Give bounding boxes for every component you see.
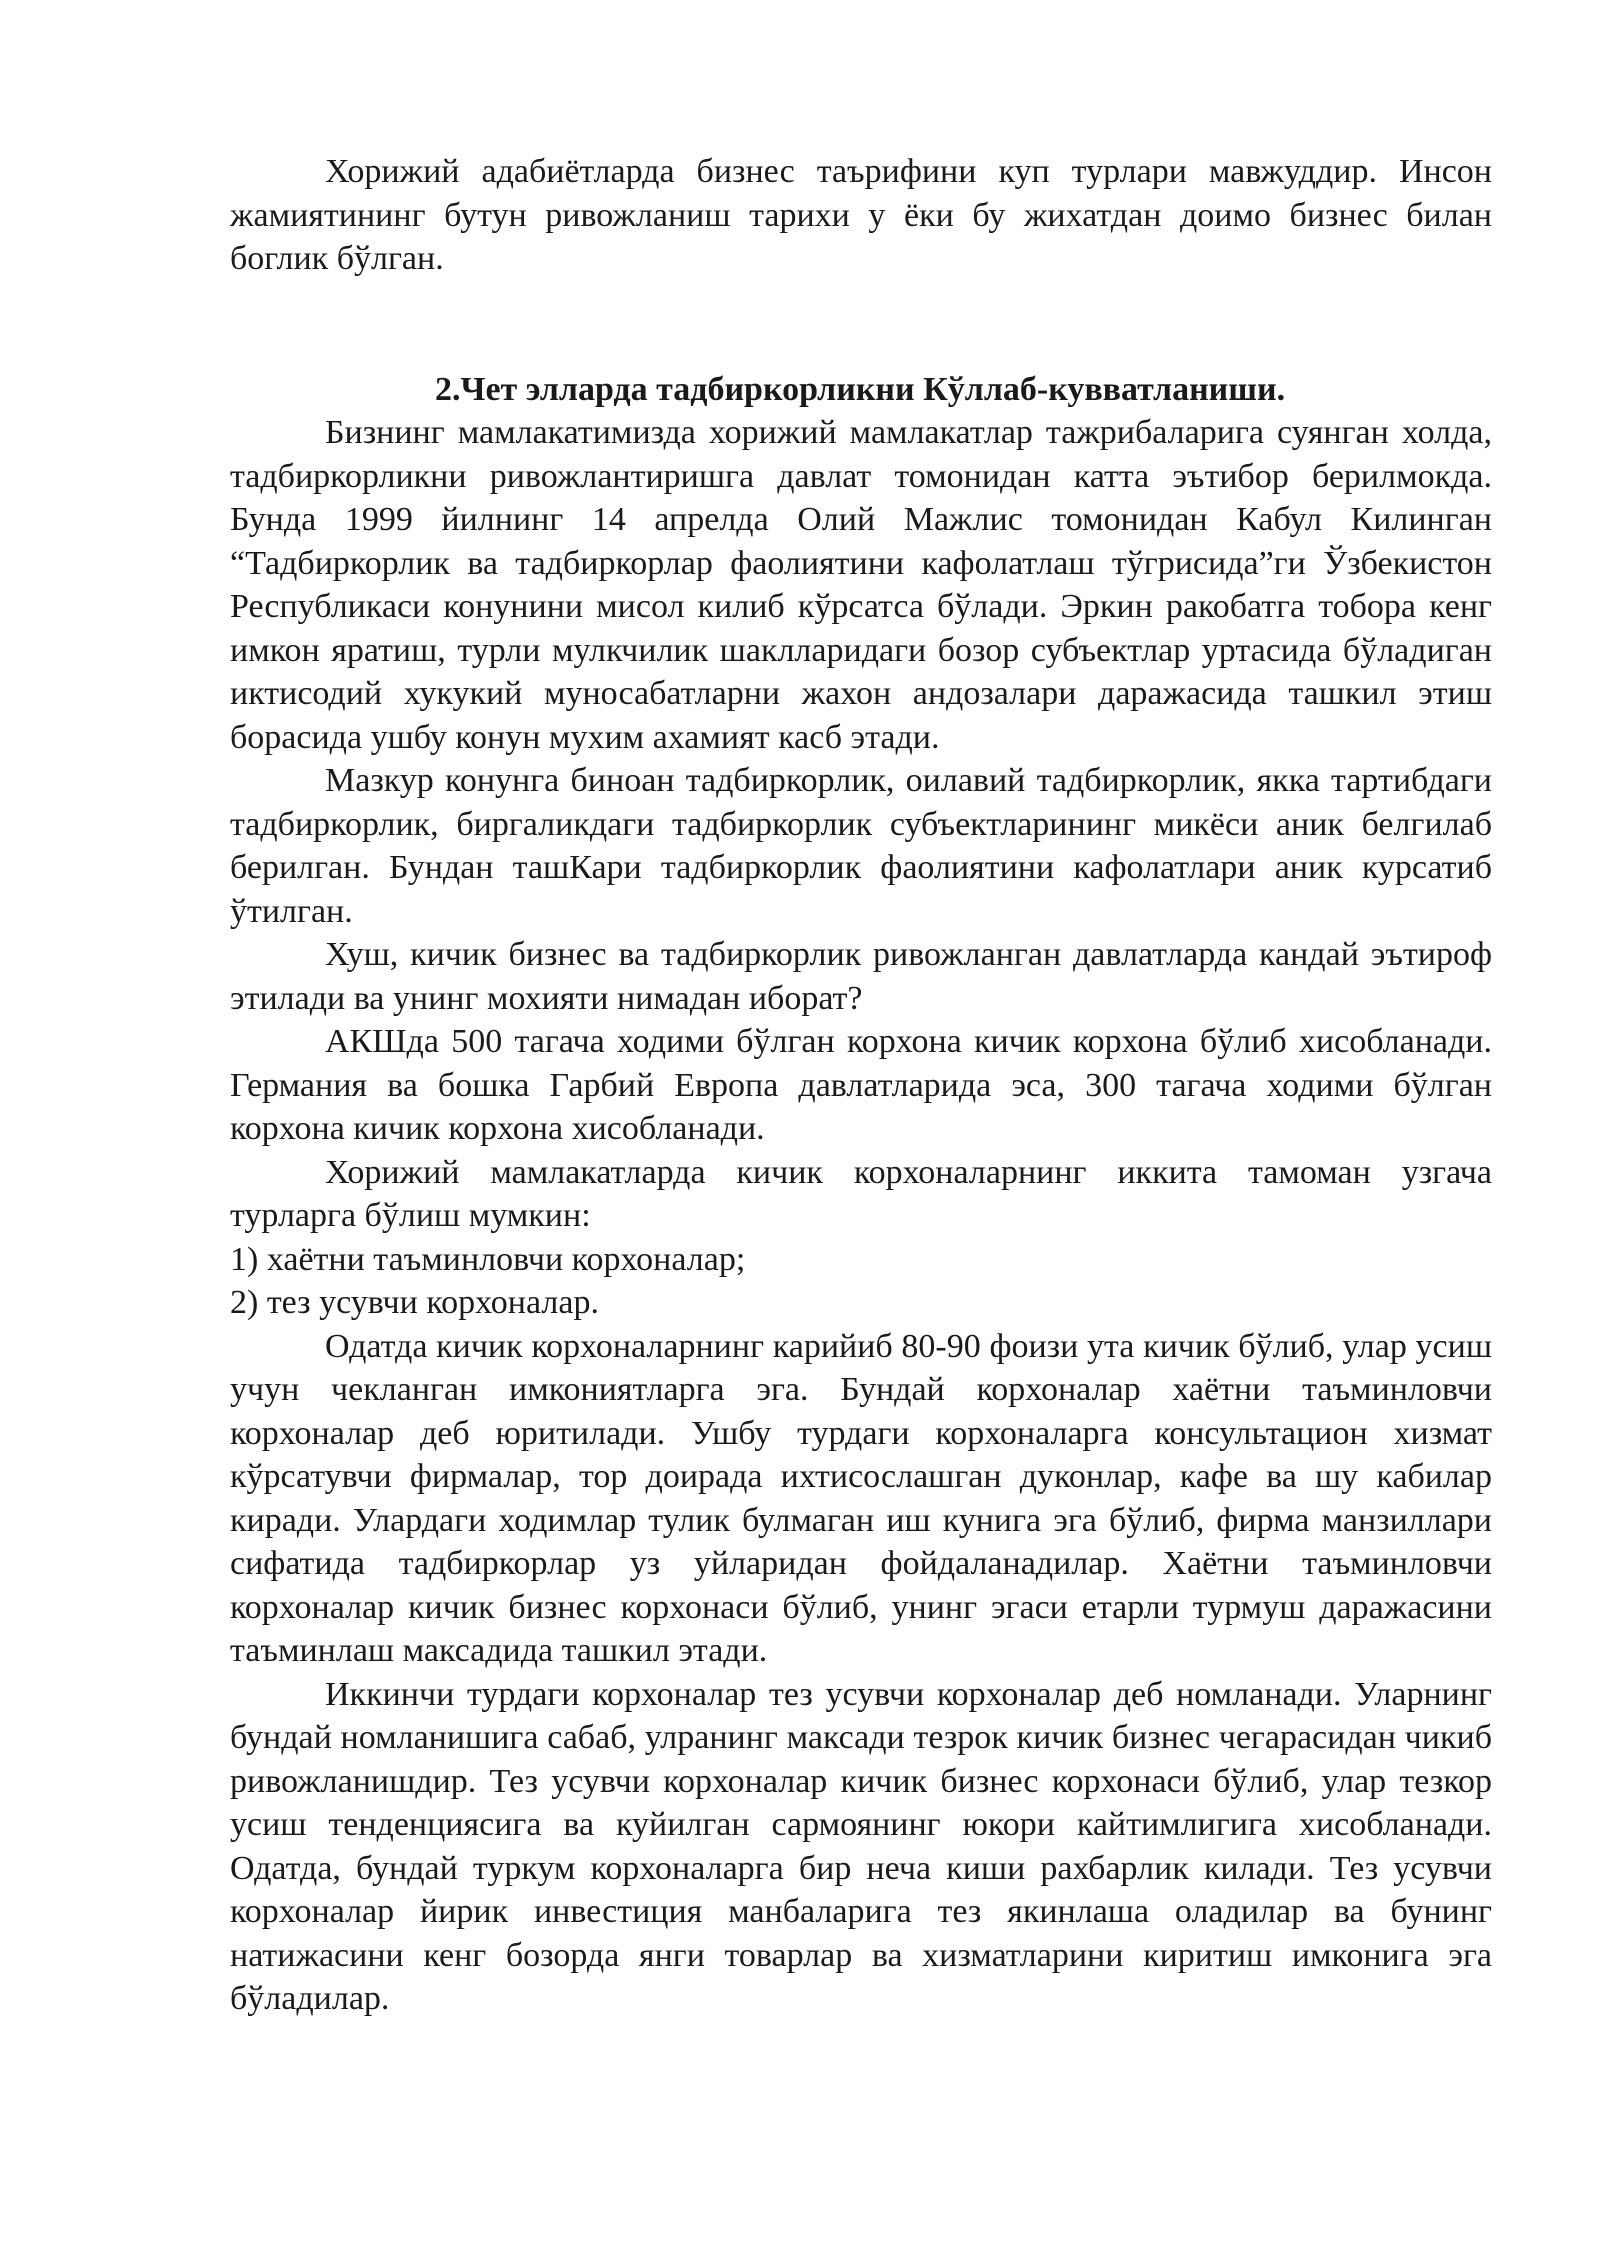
- intro-paragraph: Хорижий адабиётларда бизнес таърифини куп турлари мавжуддир. Инсон жамиятининг бутун ривожланиш тарихи у ёки бу жихатдан доимо бизнес билан боглик бўлган.: [230, 153, 1492, 277]
- section-spacer: [230, 281, 1492, 368]
- body-paragraph: Бизнинг мамлакатимизда хорижий мамлакатлар тажрибаларига суянган холда, тадбиркорликни ривожлантиришга давлат томонидан катта эътибор берилмокда. Бунда 1999 йилнинг 14 апрелда Олий Мажлис томонидан Кабул Килинган “Тадбиркорлик ва тадбиркорлар фаолиятини кафолатлаш тўгрисида”ги Ўзбекистон Республикаси конунини мисол килиб кўрсатса бўлади. Эркин ракобатга тобора кенг имкон яратиш, турли мулкчилик шаклларидаги бозор субъектлар уртасида бўладиган иктисодий хукукий муносабатларни жахон андозалари даражасида ташкил этиш борасида ушбу конун мухим ахамият касб этади.: [230, 414, 1492, 756]
- body-paragraph: Хуш, кичик бизнес ва тадбиркорлик ривожланган давлатларда кандай эътироф этилади ва унинг мохияти нимадан иборат?: [230, 936, 1492, 1017]
- list-item: 2) тез усувчи корхоналар.: [230, 1284, 599, 1321]
- body-paragraph: Мазкур конунга биноан тадбиркорлик, оилавий тадбиркорлик, якка тартибдаги тадбиркорлик, биргаликдаги тадбиркорлик субъектларининг микёси аник белгилаб берилган. Бундан ташКари тадбиркорлик фаолиятини кафолатлари аник курсатиб ўтилган.: [230, 762, 1492, 930]
- document-body: [230, 150, 1492, 2021]
- body-paragraph: Хорижий мамлакатларда кичик корхоналарнинг иккита тамоман узгача турларга бўлиш мумкин:: [230, 1153, 1492, 1234]
- section-heading: 2.Чет элларда тадбиркорликни Кўллаб-кувватланиши.: [435, 370, 1286, 408]
- body-paragraph: Иккинчи турдаги корхоналар тез усувчи корхоналар деб номланади. Уларнинг бундай номланишига сабаб, улранинг максади тезрок кичик бизнес чегарасидан чикиб ривожланишдир. Тез усувчи корхоналар кичик бизнес корхонаси бўлиб, улар тезкор усиш тенденциясига ва куйилган сармоянинг юкори кайтимлигига хисобланади. Одатда, бундай туркум корхоналарга бир неча киши рахбарлик килади. Тез усувчи корхоналар йирик инвестиция манбаларига тез якинлаша оладилар ва бунинг натижасини кенг бозорда янги товарлар ва хизматларини киритиш имконига эга бўладилар.: [230, 1675, 1492, 2017]
- body-paragraph: АКШда 500 тагача ходими бўлган корхона кичик корхона бўлиб хисобланади. Германия ва бошка Гарбий Европа давлатларида эса, 300 тагача ходими бўлган корхона кичик корхона хисобланади.: [230, 1023, 1492, 1147]
- list-item: 1) хаётни таъминловчи корхоналар;: [230, 1240, 746, 1278]
- body-paragraph: Одатда кичик корхоналарнинг карийиб 80-90 фоизи ута кичик бўлиб, улар усиш учун чекланган имкониятларга эга. Бундай корхоналар хаётни таъминловчи корхоналар деб юритилади. Ушбу турдаги корхоналарга консультацион хизмат кўрсатувчи фирмалар, тор доирада ихтисослашган дуконлар, кафе ва шу кабилар киради. Улардаги ходимлар тулик булмаган иш кунига эга бўлиб, фирма манзиллари сифатида тадбиркорлар уз уйларидан фойдаланадилар. Хаётни таъминловчи корхоналар кичик бизнес корхонаси бўлиб, унинг эгаси етарли турмуш даражасини таъминлаш максадида ташкил этади.: [230, 1327, 1492, 1669]
